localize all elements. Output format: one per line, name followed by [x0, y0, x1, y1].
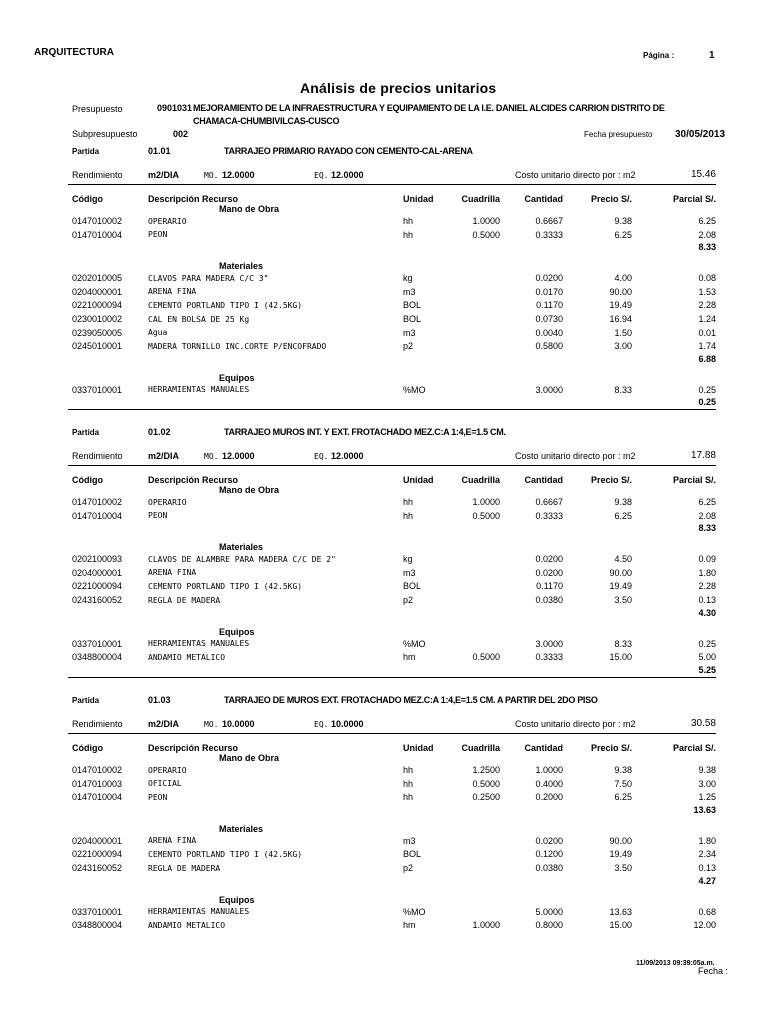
row-parcial: 2.34 [698, 849, 716, 860]
row-precio: 3.50 [614, 863, 632, 873]
row-unit: BOL [403, 581, 422, 592]
mo-value: 10.0000 [222, 719, 255, 729]
row-cantidad: 0.3333 [535, 510, 563, 521]
row-parcial: 0.25 [698, 638, 716, 649]
row-precio: 19.49 [609, 849, 632, 860]
row-cantidad: 0.0200 [535, 567, 563, 578]
col-header-parcial: Parcial S/. [672, 743, 716, 753]
page-label: Página : [643, 51, 675, 60]
group-name: Mano de Obra [219, 204, 280, 214]
row-precio: 90.00 [609, 286, 632, 297]
col-header-unidad: Unidad [403, 194, 434, 204]
costo-unitario-value: 30.58 [690, 718, 716, 729]
row-code: 0230010002 [72, 314, 123, 324]
eq-label: EQ. [314, 452, 329, 461]
row-code: 0147010003 [72, 778, 123, 789]
group-subtotal: 8.33 [698, 523, 716, 534]
row-cantidad: 0.0200 [535, 273, 563, 284]
section-divider [68, 465, 716, 466]
row-parcial: 0.09 [698, 554, 716, 565]
col-header-cuadrilla: Cuadrilla [461, 743, 500, 753]
row-description: CLAVOS DE ALAMBRE PARA MADERA C/C DE 2" [148, 554, 336, 564]
row-unit: p2 [403, 863, 414, 873]
col-header-cuadrilla: Cuadrilla [461, 475, 500, 485]
row-cantidad: 0.0200 [535, 554, 563, 565]
row-cuadrilla: 0.5000 [472, 229, 500, 240]
rendimiento-unit: m2/DIA [148, 451, 180, 461]
row-unit: kg [403, 273, 413, 284]
row-precio: 3.50 [614, 595, 632, 605]
row-code: 0348800004 [72, 920, 123, 931]
col-header-precio: Precio S/. [590, 743, 632, 753]
row-cantidad: 0.0040 [535, 327, 563, 338]
row-precio: 1.50 [614, 327, 632, 338]
row-precio: 3.00 [614, 341, 632, 352]
row-precio: 4.00 [614, 273, 632, 284]
costo-unitario-label: Costo unitario directo por : m2 [515, 170, 636, 180]
row-unit: %MO [403, 906, 426, 917]
group-subtotal: 6.88 [698, 353, 716, 364]
col-header-codigo: Código [72, 743, 103, 753]
row-description: ANDAMIO METALICO [148, 652, 226, 662]
row-cantidad: 0.0200 [535, 835, 563, 846]
row-parcial: 0.08 [698, 273, 716, 284]
row-code: 0337010001 [72, 384, 123, 395]
row-code: 0202010005 [72, 273, 123, 284]
row-parcial: 0.13 [698, 863, 716, 873]
row-unit: p2 [403, 595, 414, 605]
row-code: 0147010004 [72, 792, 123, 803]
row-code: 0147010004 [72, 510, 123, 521]
row-description: CAL EN BOLSA DE 25 Kg [148, 314, 250, 324]
row-parcial: 0.25 [698, 384, 716, 395]
row-code: 0221000094 [72, 581, 123, 592]
group-name: Materiales [219, 261, 264, 272]
mo-label: MO. [204, 452, 219, 461]
row-cantidad: 0.3333 [535, 229, 563, 240]
row-cantidad: 0.6667 [535, 497, 563, 507]
row-cantidad: 0.4000 [535, 778, 563, 789]
group-name: Mano de Obra [219, 753, 280, 763]
row-precio: 6.25 [614, 229, 632, 240]
partida-label: Partida [72, 696, 100, 705]
eq-value: 12.0000 [331, 170, 364, 180]
costo-unitario-value: 17.88 [690, 450, 716, 461]
group-name: Equipos [219, 372, 255, 383]
row-parcial: 12.00 [693, 920, 716, 931]
row-precio: 15.00 [609, 920, 632, 931]
row-parcial: 3.00 [698, 778, 716, 789]
footer-datetime: 11/09/2013 09:39:05a.m. [636, 960, 715, 967]
row-cantidad: 0.0170 [535, 286, 563, 297]
footer-fecha-label: Fecha : [698, 966, 729, 976]
row-description: OFICIAL [148, 779, 182, 789]
col-header-precio: Precio S/. [590, 475, 632, 485]
col-header-codigo: Código [72, 475, 103, 485]
row-description: OPERARIO [148, 765, 187, 775]
group-name: Materiales [219, 823, 264, 834]
rendimiento-label: Rendimiento [72, 451, 123, 461]
row-code: 0204000001 [72, 286, 123, 297]
col-header-cantidad: Cantidad [524, 743, 563, 753]
row-parcial: 1.53 [698, 286, 716, 297]
group-name: Materiales [219, 542, 264, 553]
presupuesto-line2: CHAMACA-CHUMBIVILCAS-CUSCO [193, 116, 340, 126]
row-description: HERRAMIENTAS MANUALES [148, 385, 250, 395]
row-description: MADERA TORNILLO INC.CORTE P/ENCOFRADO [148, 341, 327, 351]
row-code: 0147010002 [72, 497, 123, 507]
row-cuadrilla: 0.5000 [472, 652, 500, 663]
row-unit: m3 [403, 835, 416, 846]
row-unit: BOL [403, 314, 422, 324]
row-parcial: 1.24 [698, 314, 716, 324]
row-code: 0147010002 [72, 765, 123, 775]
row-unit: hh [403, 792, 414, 803]
row-description: CEMENTO PORTLAND TIPO I (42.5KG) [148, 849, 303, 859]
col-header-cuadrilla: Cuadrilla [461, 194, 500, 204]
eq-value: 10.0000 [331, 719, 364, 729]
col-header-parcial: Parcial S/. [672, 194, 716, 204]
presupuesto-line1: MEJORAMIENTO DE LA INFRAESTRUCTURA Y EQUIPAMIENTO DE LA I.E. DANIEL ALCIDES CARRION DISTRITO DE [193, 103, 665, 113]
col-header-descripcion: Descripción Recurso [148, 475, 239, 485]
subpresupuesto-label: Subpresupuesto [72, 129, 138, 139]
row-unit: m3 [403, 286, 416, 297]
row-cuadrilla: 0.5000 [472, 510, 500, 521]
row-parcial: 2.28 [698, 300, 716, 311]
row-description: REGLA DE MADERA [148, 595, 221, 605]
rendimiento-label: Rendimiento [72, 719, 123, 729]
row-unit: %MO [403, 638, 426, 649]
row-code: 0337010001 [72, 638, 123, 649]
row-cantidad: 0.8000 [535, 920, 563, 931]
rendimiento-unit: m2/DIA [148, 719, 180, 729]
row-precio: 19.49 [609, 581, 632, 592]
row-unit: p2 [403, 341, 414, 352]
row-parcial: 5.00 [698, 652, 716, 663]
row-description: PEON [148, 511, 168, 521]
eq-label: EQ. [314, 171, 329, 180]
row-precio: 16.94 [609, 314, 632, 324]
col-header-unidad: Unidad [403, 743, 434, 753]
row-cantidad: 0.1170 [536, 581, 563, 592]
row-cantidad: 3.0000 [535, 384, 563, 395]
row-description: OPERARIO [148, 216, 187, 226]
row-precio: 9.38 [614, 765, 632, 775]
row-cuadrilla: 1.0000 [472, 920, 500, 931]
group-subtotal: 8.33 [698, 242, 716, 253]
row-description: CEMENTO PORTLAND TIPO I (42.5KG) [148, 581, 303, 591]
page-title: Análisis de precios unitarios [300, 80, 497, 96]
row-parcial: 1.25 [698, 792, 716, 803]
mo-value: 12.0000 [222, 451, 255, 461]
row-description: PEON [148, 230, 168, 240]
page-number: 1 [709, 50, 715, 61]
row-code: 0243160052 [72, 863, 123, 873]
fecha-presupuesto-label: Fecha presupuesto [584, 130, 653, 139]
row-description: ANDAMIO METALICO [148, 920, 226, 930]
group-subtotal: 0.25 [698, 397, 716, 408]
section-divider [68, 184, 716, 185]
row-parcial: 1.80 [698, 835, 716, 846]
partida-divider [68, 409, 716, 410]
row-code: 0243160052 [72, 595, 123, 605]
row-parcial: 1.74 [698, 341, 716, 352]
group-subtotal: 13.63 [693, 804, 716, 815]
col-header-descripcion: Descripción Recurso [148, 194, 239, 204]
fecha-presupuesto-value: 30/05/2013 [675, 129, 726, 140]
row-parcial: 9.38 [698, 765, 716, 775]
partida-divider [68, 677, 716, 678]
partida-title: TARRAJEO DE MUROS EXT. FROTACHADO MEZ.C:A 1:4,E=1.5 CM. A PARTIR DEL 2DO PISO [224, 695, 598, 705]
partida-code: 01.01 [148, 146, 171, 156]
col-header-unidad: Unidad [403, 475, 434, 485]
group-name: Mano de Obra [219, 485, 280, 495]
presupuesto-label: Presupuesto [72, 104, 123, 114]
row-precio: 90.00 [609, 567, 632, 578]
rendimiento-label: Rendimiento [72, 170, 123, 180]
section-divider [68, 733, 716, 734]
row-code: 0239050005 [72, 327, 123, 338]
row-description: CEMENTO PORTLAND TIPO I (42.5KG) [148, 300, 303, 310]
row-cantidad: 1.0000 [535, 765, 563, 775]
row-unit: hh [403, 216, 414, 226]
row-precio: 8.33 [614, 384, 632, 395]
mo-label: MO. [204, 171, 219, 180]
row-unit: hh [403, 229, 414, 240]
group-name: Equipos [219, 894, 255, 905]
row-code: 0147010004 [72, 229, 123, 240]
row-description: HERRAMIENTAS MANUALES [148, 907, 250, 917]
row-description: OPERARIO [148, 497, 187, 507]
eq-label: EQ. [314, 720, 329, 729]
row-description: CLAVOS PARA MADERA C/C 3" [148, 273, 269, 283]
row-cuadrilla: 1.2500 [472, 765, 500, 775]
row-parcial: 1.80 [698, 567, 716, 578]
row-precio: 9.38 [614, 216, 632, 226]
row-code: 0202100093 [72, 554, 123, 565]
col-header-descripcion: Descripción Recurso [148, 743, 239, 753]
row-precio: 6.25 [614, 510, 632, 521]
row-code: 0221000094 [72, 300, 123, 311]
row-precio: 15.00 [609, 652, 632, 663]
col-header-parcial: Parcial S/. [672, 475, 716, 485]
mo-value: 12.0000 [222, 170, 255, 180]
row-precio: 4.50 [614, 554, 632, 565]
mo-label: MO. [204, 720, 219, 729]
row-cuadrilla: 0.2500 [472, 792, 500, 803]
row-cantidad: 0.1170 [536, 300, 563, 311]
row-parcial: 0.13 [698, 595, 716, 605]
row-unit: hh [403, 497, 414, 507]
row-parcial: 0.01 [698, 327, 716, 338]
row-cantidad: 0.3333 [535, 652, 563, 663]
partida-title: TARRAJEO MUROS INT. Y EXT. FROTACHADO MEZ.C:A 1:4,E=1.5 CM. [224, 427, 506, 437]
col-header-cantidad: Cantidad [524, 475, 563, 485]
costo-unitario-label: Costo unitario directo por : m2 [515, 719, 636, 729]
partida-code: 01.03 [148, 695, 171, 705]
row-code: 0245010001 [72, 341, 123, 352]
row-parcial: 2.08 [698, 229, 716, 240]
row-parcial: 0.68 [698, 906, 716, 917]
section-label: ARQUITECTURA [34, 47, 114, 58]
row-description: REGLA DE MADERA [148, 863, 221, 873]
row-unit: m3 [403, 327, 416, 338]
costo-unitario-label: Costo unitario directo por : m2 [515, 451, 636, 461]
presupuesto-code: 0901031 [157, 103, 193, 113]
row-description: Agua [148, 328, 168, 338]
group-subtotal: 4.30 [698, 607, 716, 618]
row-description: HERRAMIENTAS MANUALES [148, 639, 250, 649]
partida-label: Partida [72, 428, 100, 437]
rendimiento-unit: m2/DIA [148, 170, 180, 180]
row-description: PEON [148, 792, 168, 802]
costo-unitario-value: 15.46 [690, 169, 716, 180]
row-unit: hh [403, 510, 414, 521]
eq-value: 12.0000 [331, 451, 364, 461]
row-precio: 13.63 [609, 906, 632, 917]
col-header-cantidad: Cantidad [524, 194, 563, 204]
row-code: 0204000001 [72, 567, 123, 578]
row-cuadrilla: 1.0000 [472, 216, 500, 226]
row-parcial: 2.08 [698, 510, 716, 521]
row-description: ARENA FINA [148, 287, 197, 297]
row-precio: 90.00 [609, 835, 632, 846]
row-cuadrilla: 0.5000 [472, 778, 500, 789]
row-cantidad: 5.0000 [535, 906, 563, 917]
row-code: 0221000094 [72, 849, 123, 860]
partida-label: Partida [72, 147, 100, 156]
row-unit: %MO [403, 384, 426, 395]
row-cantidad: 0.5800 [535, 341, 563, 352]
row-precio: 7.50 [614, 778, 632, 789]
row-precio: 9.38 [614, 497, 632, 507]
row-cantidad: 3.0000 [535, 638, 563, 649]
group-subtotal: 4.27 [698, 875, 716, 886]
col-header-precio: Precio S/. [590, 194, 632, 204]
row-cantidad: 0.6667 [535, 216, 563, 226]
row-cantidad: 0.2000 [535, 792, 563, 803]
row-code: 0337010001 [72, 906, 123, 917]
row-unit: hh [403, 778, 414, 789]
group-subtotal: 5.25 [698, 664, 716, 675]
row-unit: m3 [403, 567, 416, 578]
row-cantidad: 0.0380 [535, 863, 563, 873]
row-cantidad: 0.1200 [535, 849, 563, 860]
row-description: ARENA FINA [148, 836, 197, 846]
row-code: 0147010002 [72, 216, 123, 226]
row-precio: 8.33 [614, 638, 632, 649]
row-precio: 6.25 [614, 792, 632, 803]
partida-title: TARRAJEO PRIMARIO RAYADO CON CEMENTO-CAL-ARENA [224, 146, 473, 156]
row-parcial: 2.28 [698, 581, 716, 592]
subpresupuesto-code: 002 [173, 129, 189, 139]
row-unit: kg [403, 554, 413, 565]
row-precio: 19.49 [609, 300, 632, 311]
partida-code: 01.02 [148, 427, 171, 437]
row-unit: BOL [403, 300, 422, 311]
row-cantidad: 0.0380 [535, 595, 563, 605]
row-code: 0204000001 [72, 835, 123, 846]
row-unit: BOL [403, 849, 422, 860]
col-header-codigo: Código [72, 194, 103, 204]
row-parcial: 6.25 [698, 497, 716, 507]
row-unit: hh [403, 765, 414, 775]
row-unit: hm [403, 652, 416, 663]
row-unit: hm [403, 920, 416, 931]
row-code: 0348800004 [72, 652, 123, 663]
group-name: Equipos [219, 626, 255, 637]
row-cantidad: 0.0730 [535, 314, 563, 324]
row-cuadrilla: 1.0000 [472, 497, 500, 507]
row-description: ARENA FINA [148, 568, 197, 578]
row-parcial: 6.25 [698, 216, 716, 226]
